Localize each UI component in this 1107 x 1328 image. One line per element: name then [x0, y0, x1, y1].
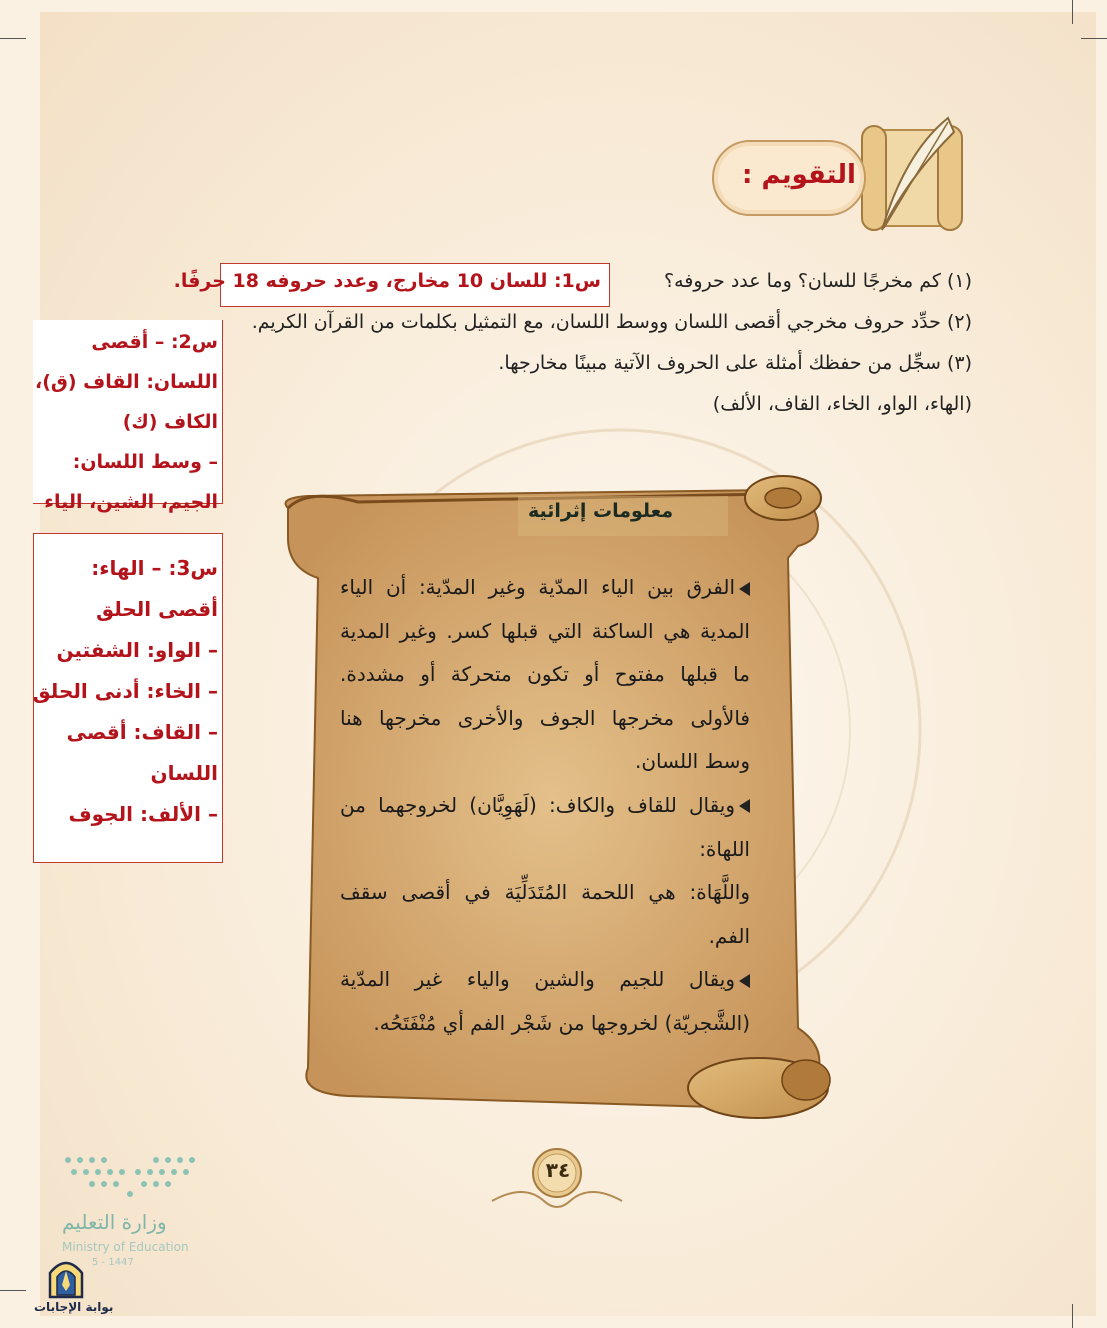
triangle-bullet-icon — [739, 799, 750, 813]
answer-3-line: – الخاء: أدنى الحلق — [32, 679, 218, 703]
answer-3-line: س3: – الهاء: — [91, 556, 218, 580]
portal-label: بوابة الإجابات — [34, 1300, 114, 1314]
question-3: (٣) سجِّل من حفظك أمثلة على الحروف الآتية مبينًا مخارجها. — [498, 352, 972, 374]
section-title: التقويم : — [742, 160, 856, 190]
crop-mark — [1081, 38, 1107, 39]
edition-year: 5 - 1447 — [92, 1257, 134, 1268]
answer-2-line: الكاف (ك) — [122, 411, 218, 433]
scroll-paragraph: ويقال للجيم والشين والياء غير المدّية (الشَّجريّة) لخروجها من شَجْر الفم أي مُنْفَتَحُه. — [340, 967, 750, 1035]
answer-2-line: اللسان: القاف (ق)، — [34, 371, 218, 393]
scroll-paragraph: ويقال للقاف والكاف: (لَهَوِيَّان) لخروجهما من اللهاة: — [340, 792, 750, 861]
page-number-ornament — [484, 1143, 630, 1223]
page-number: ٣٤ — [545, 1158, 571, 1182]
ministry-name-arabic: وزارة التعليم — [62, 1210, 167, 1234]
question-3-letters: (الهاء، الواو، الخاء، القاف، الألف) — [712, 393, 972, 415]
answer-1-text: س1: للسان 10 مخارج، وعدد حروفه 18 حرفًا. — [173, 270, 601, 292]
triangle-bullet-icon — [739, 974, 750, 988]
ministry-dots-logo-icon — [60, 1154, 200, 1200]
answer-3-line: – القاف: أقصى — [66, 720, 218, 744]
answer-3-line: – الألف: الجوف — [68, 802, 218, 826]
answer-2-line: س2: – أقصى — [91, 331, 218, 353]
answer-2-line: – وسط اللسان: — [72, 451, 218, 473]
answer-box-3 — [33, 533, 223, 863]
question-2: (٢) حدِّد حروف مخرجي أقصى اللسان ووسط اللسان، مع التمثيل بكلمات من القرآن الكريم. — [251, 311, 972, 333]
scroll-title: معلومات إثرائية — [528, 500, 674, 522]
portal-logo-icon — [44, 1255, 88, 1299]
crop-mark — [0, 38, 26, 39]
triangle-bullet-icon — [739, 582, 750, 596]
ministry-name-english: Ministry of Education — [62, 1240, 189, 1254]
crop-mark — [1072, 0, 1073, 24]
answer-3-line: أقصى الحلق — [96, 597, 218, 621]
question-1: (١) كم مخرجًا للسان؟ وما عدد حروفه؟ — [664, 270, 972, 292]
answer-3-line: اللسان — [150, 761, 218, 785]
quill-scroll-icon — [848, 112, 976, 240]
crop-mark — [1072, 1304, 1073, 1328]
crop-mark — [0, 1290, 26, 1291]
scroll-paragraph: واللَّهَاة: هي اللحمة المُتَدَلِّيَة في أقصى سقف الفم. — [340, 880, 750, 948]
answer-box-1 — [173, 263, 610, 307]
answer-3-line: – الواو: الشفتين — [56, 638, 218, 662]
answer-2-line: الجيم، الشين، الياء — [44, 491, 218, 513]
answer-box-2 — [33, 320, 223, 513]
scroll-paragraph: الفرق بين الياء المدّية وغير المدّية: أن الياء المدية هي الساكنة التي قبلها كسر. وغير المدية ما قبلها مفتوح أو تكون متحركة أو مشددة. فالأولى مخرجها الجوف والأخرى مخرجها هنا وسط اللسان. — [340, 575, 750, 774]
scroll-body — [340, 566, 750, 1046]
